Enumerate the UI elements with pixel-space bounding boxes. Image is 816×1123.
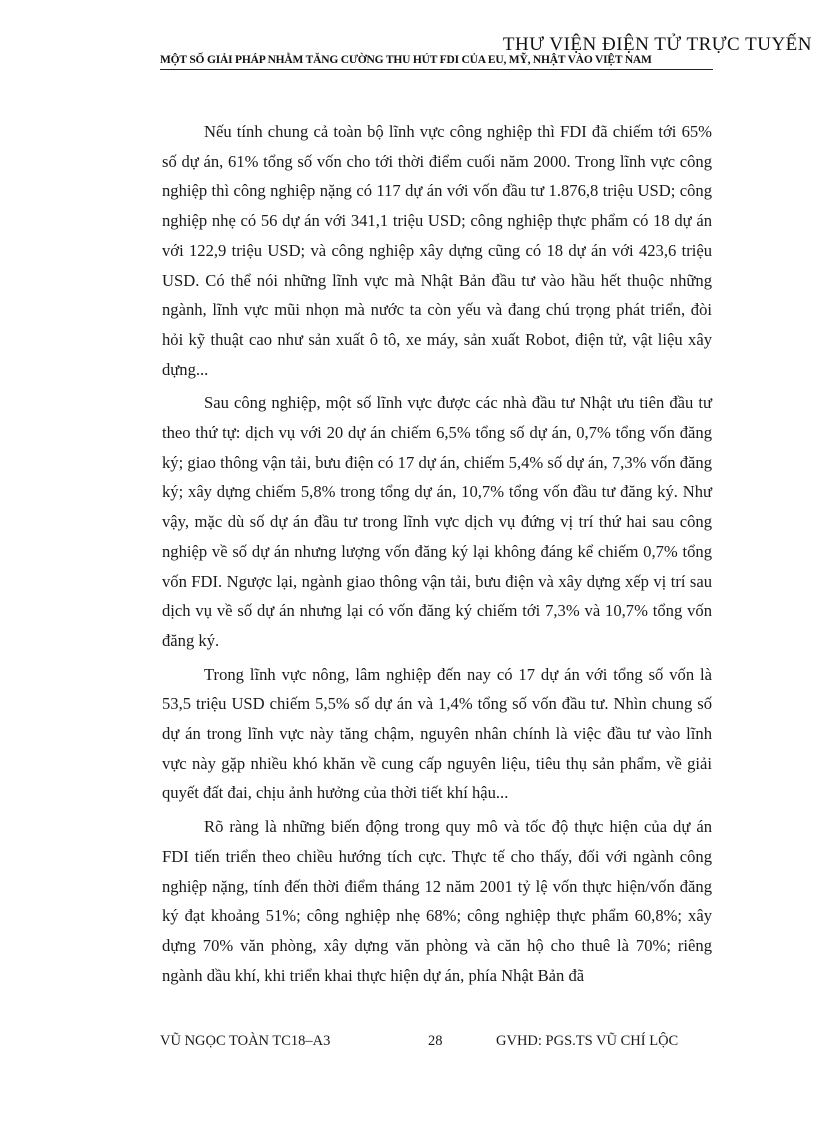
paragraph-2: Sau công nghiệp, một số lĩnh vực được các nhà đầu tư Nhật ưu tiên đầu tư theo thứ tự: dịch vụ với 20 dự án chiếm 6,5% tổng số dự án, 0,7% tổng vốn đăng ký; giao thông vận tải, bưu điện có 17 dự án, chiếm 5,4% số dự án, 7,3% vốn đăng ký; xây dựng chiếm 5,8% trong tổng dự án, 10,7% tổng vốn đầu tư đăng ký. Như vậy, mặc dù số dự án đầu tư trong lĩnh vực dịch vụ đứng vị trí thứ hai sau công nghiệp về số dự án nhưng lượng vốn đăng ký lại không đáng kể chiếm 0,7% tổng vốn FDI. Ngược lại, ngành giao thông vận tải, bưu điện và xây dựng xếp vị trí sau dịch vụ về số dự án nhưng lại có vốn đăng ký chiếm tới 7,3% và 10,7% tổng vốn đăng ký. bbox=[162, 393, 712, 650]
running-header-title: MỘT SỐ GIẢI PHÁP NHẰM TĂNG CƯỜNG THU HÚT FDI CỦA EU, MỸ, NHẬT VÀO VIỆT NAM bbox=[160, 54, 652, 66]
body-text bbox=[162, 117, 712, 994]
library-watermark: THƯ VIỆN ĐIỆN TỬ TRỰC TUYẾN bbox=[502, 34, 812, 55]
paragraph-4: Rõ ràng là những biến động trong quy mô và tốc độ thực hiện của dự án FDI tiến triển theo chiều hướng tích cực. Thực tế cho thấy, đối với ngành công nghiệp nặng, tính đến thời điểm tháng 12 năm 2001 tỷ lệ vốn thực hiện/vốn đăng ký đạt khoảng 51%; công nghiệp nhẹ 68%; công nghiệp thực phẩm 60,8%; xây dựng 70% văn phòng, xây dựng văn phòng và căn hộ cho thuê là 70%; riêng ngành dầu khí, khi triển khai thực hiện dự án, phía Nhật Bản đã bbox=[162, 817, 712, 985]
header-divider bbox=[160, 69, 713, 70]
footer-advisor: GVHD: PGS.TS VŨ CHÍ LỘC bbox=[496, 1033, 679, 1049]
page-number: 28 bbox=[428, 1033, 443, 1049]
footer-author: VŨ NGỌC TOÀN TC18–A3 bbox=[160, 1033, 331, 1049]
paragraph-3: Trong lĩnh vực nông, lâm nghiệp đến nay có 17 dự án với tổng số vốn là 53,5 triệu USD chiếm 5,5% số dự án và 1,4% tổng số vốn đầu tư. Nhìn chung số dự án trong lĩnh vực này tăng chậm, nguyên nhân chính là việc đầu tư vào lĩnh vực này gặp nhiều khó khăn về cung cấp nguyên liệu, tiêu thụ sản phẩm, về giải quyết đất đai, chịu ảnh hưởng của thời tiết khí hậu... bbox=[162, 664, 712, 803]
paragraph-1: Nếu tính chung cả toàn bộ lĩnh vực công nghiệp thì FDI đã chiếm tới 65% số dự án, 61% tổng số vốn cho tới thời điểm cuối năm 2000. Trong lĩnh vực công nghiệp thì công nghiệp nặng có 117 dự án với vốn đầu tư 1.876,8 triệu USD; công nghiệp nhẹ có 56 dự án với 341,1 triệu USD; công nghiệp thực phẩm có 18 dự án với 122,9 triệu USD; và công nghiệp xây dựng cũng có 18 dự án với 423,6 triệu USD. Có thể nói những lĩnh vực mà Nhật Bản đầu tư vào hầu hết thuộc những ngành, lĩnh vực mũi nhọn mà nước ta còn yếu và đang chú trọng phát triển, đòi hỏi kỹ thuật cao như sản xuất ô tô, xe máy, sản xuất Robot, điện tử, vật liệu xây dựng... bbox=[162, 122, 712, 379]
